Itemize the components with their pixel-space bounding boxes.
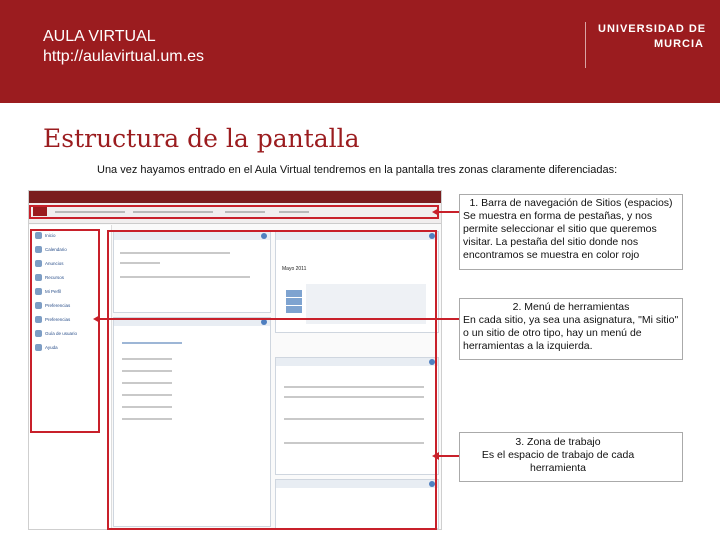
page-title: Estructura de la pantalla — [43, 124, 360, 153]
callout-2-title: 2. Menú de herramientas — [512, 301, 630, 313]
arrow-3-icon — [432, 452, 439, 460]
callout-2 — [463, 301, 679, 353]
connector-1 — [439, 211, 459, 213]
menu-item-label: Calendario — [45, 247, 67, 252]
screenshot-top-bar — [29, 191, 441, 203]
menu-item-label: Recursos — [45, 275, 65, 280]
menu-item-label: Anuncios — [45, 261, 64, 266]
menu-item-label: Preferencias — [45, 303, 71, 308]
callout-3 — [463, 436, 653, 475]
callout-3-title: 3. Zona de trabajo — [515, 436, 601, 448]
callout-1-title: 1. Barra de navegación de Sitios (espacios) — [469, 197, 673, 209]
arrow-1-icon — [432, 208, 439, 216]
header-url: http://aulavirtual.um.es — [43, 48, 204, 65]
menu-item-label: Guía de usuario — [45, 331, 78, 336]
callout-1-body: Se muestra en forma de pestañas, y nos permite seleccionar el sitio que queremos visitar. La pestaña del sitio donde nos encontramos se muestra en color rojo — [463, 210, 657, 261]
connector-3 — [439, 455, 459, 457]
menu-item-label: Preferencias — [45, 317, 71, 322]
connector-2 — [100, 318, 459, 320]
calendar-month-label: Mayo 2011 — [282, 266, 307, 272]
callout-2-body: En cada sitio, ya sea una asignatura, "Mi sitio" o un sitio de otro tipo, hay un menú de herramientas a la izquierda. — [463, 314, 679, 352]
zone-3-highlight — [107, 230, 437, 530]
menu-item-label: Inicio — [45, 233, 56, 238]
zone-2-highlight — [30, 229, 100, 433]
logo-line2: MURCIA — [654, 38, 704, 50]
university-logo — [585, 22, 714, 68]
menu-item-label: Mi Perfil — [45, 289, 62, 294]
arrow-2-icon — [93, 315, 100, 323]
zone-1-highlight — [29, 205, 439, 219]
logo-line1: UNIVERSIDAD DE — [598, 23, 707, 35]
header-banner — [0, 0, 720, 103]
menu-item-label: Ayuda — [45, 345, 58, 350]
header-title-line1: AULA VIRTUAL — [43, 28, 156, 45]
callout-1 — [463, 197, 679, 262]
header-title — [43, 27, 204, 67]
intro-text: Una vez hayamos entrado en el Aula Virtual tendremos en la pantalla tres zonas claramente diferenciadas: — [97, 164, 618, 176]
callout-3-body: Es el espacio de trabajo de cada herramienta — [481, 449, 635, 474]
